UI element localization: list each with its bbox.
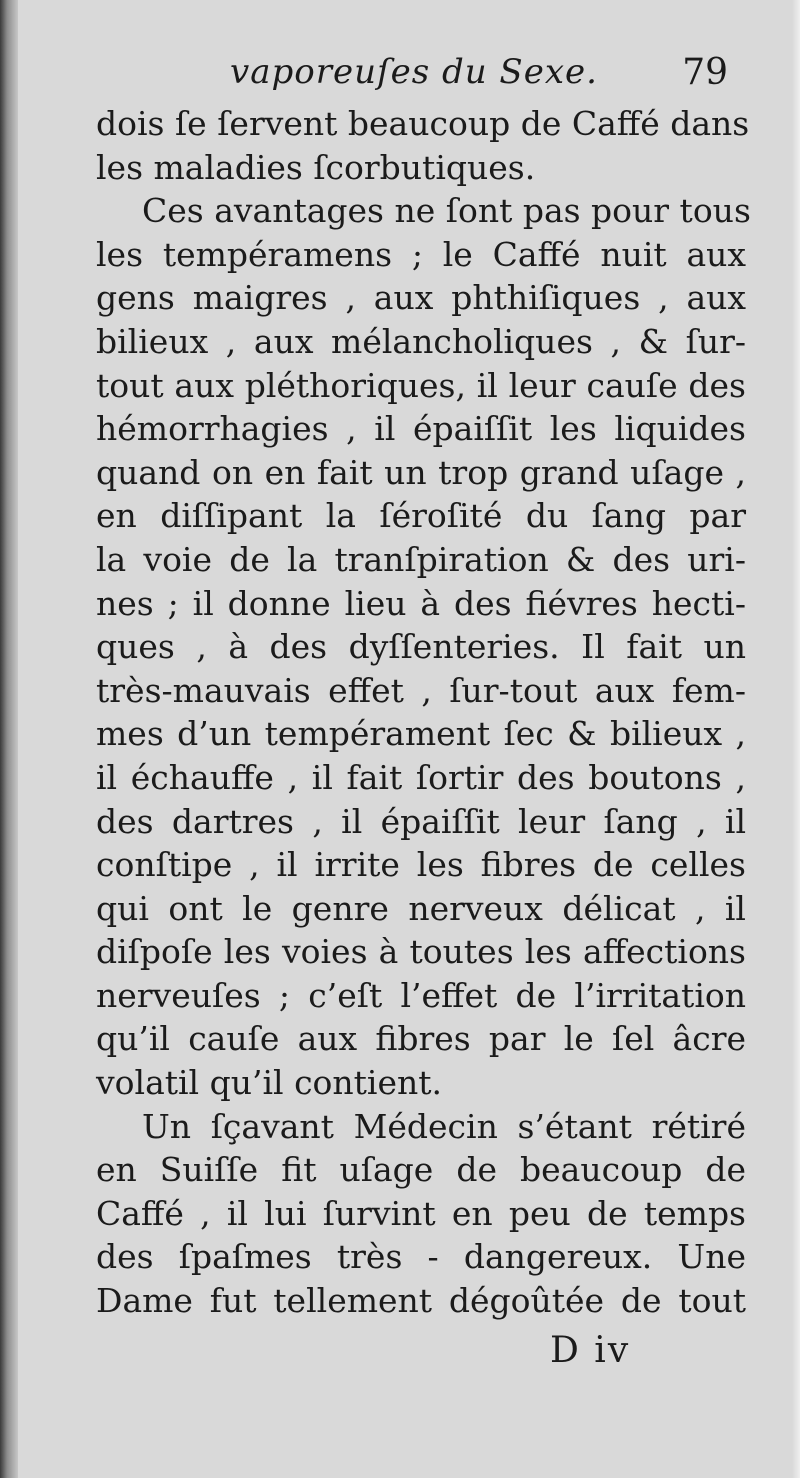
text-line: ques , à des dyſſenteries. Il fait un	[96, 627, 746, 667]
text-line: conſtipe , il irrite les fibres de celles	[96, 845, 746, 885]
text-line: qu’il cauſe aux fibres par le ſel âcre	[96, 1019, 746, 1059]
page-header	[230, 52, 740, 98]
running-head: vaporeuſes du Sexe.	[230, 52, 598, 92]
text-line: des dartres , il épaiſſit leur ſang , il	[96, 801, 746, 841]
text-line: bilieux , aux mélancholiques , & ſur-	[96, 321, 746, 361]
text-line: en Suiſſe fit uſage de beaucoup de	[96, 1150, 746, 1190]
text-line: Caffé , il lui ſurvint en peu de temps	[96, 1193, 746, 1233]
text-line: Dame fut tellement dégoûtée de tout	[96, 1281, 746, 1321]
text-line: hémorrhagies , il épaiſſit les liquides	[96, 409, 746, 449]
text-line: dois ſe ſervent beaucoup de Caffé dans	[96, 104, 750, 143]
text-line: des ſpaſmes très - dangereux. Une	[96, 1237, 746, 1277]
text-line: qui ont le genre nerveux délicat , il	[96, 888, 746, 928]
text-line: diſpoſe les voies à toutes les affections	[96, 932, 746, 972]
text-line: Ces avantages ne ſont pas pour tous	[142, 191, 751, 231]
text-line: en diſſipant la ſéroſité du ſang par	[96, 496, 746, 536]
text-line: Un ſçavant Médecin s’étant rétiré	[142, 1106, 746, 1146]
body-text	[96, 102, 751, 1323]
text-line: tout aux pléthoriques, il leur cauſe des	[96, 365, 746, 405]
text-line: mes d’un tempérament ſec & bilieux ,	[96, 714, 746, 754]
signature-mark: D iv	[550, 1330, 631, 1371]
page-edge	[792, 0, 800, 1478]
text-line: volatil qu’il contient.	[96, 1063, 443, 1103]
text-line: très-mauvais effet , ſur-tout aux fem-	[96, 670, 746, 710]
text-line: il échauffe , il fait ſortir des boutons ,	[96, 757, 746, 797]
text-line: gens maigres , aux phthiſiques , aux	[96, 278, 746, 318]
text-line: nerveuſes ; c’eſt l’effet de l’irritation	[96, 975, 746, 1015]
text-line: les tempéramens ; le Caffé nuit aux	[96, 234, 746, 274]
page-gutter-shadow	[0, 0, 18, 1478]
text-line: quand on en fait un trop grand uſage ,	[96, 452, 746, 492]
text-line: nes ; il donne lieu à des fiévres hecti-	[96, 583, 746, 623]
page-number: 79	[682, 52, 728, 93]
text-line: les maladies ſcorbutiques.	[96, 147, 536, 187]
text-line: la voie de la tranſpiration & des uri-	[96, 539, 746, 579]
